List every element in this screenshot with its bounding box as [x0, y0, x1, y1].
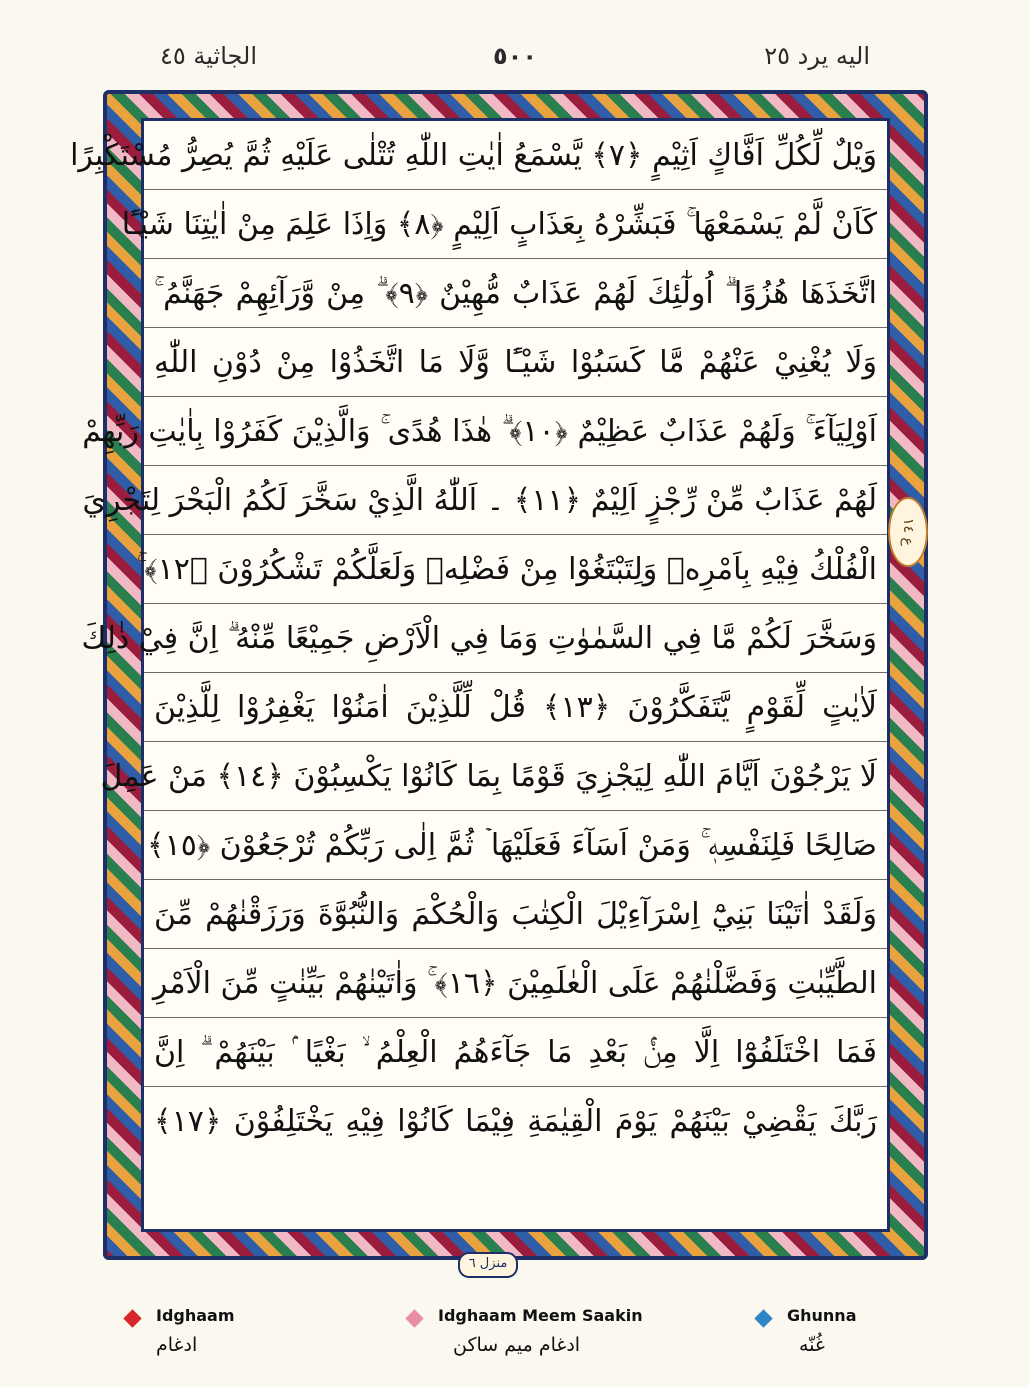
- line-text: لَا يَرْجُوْنَ اَيَّامَ اللّٰهِ لِيَجْزِيَ قَوْمًا بِمَا كَانُوْا يَكْسِبُوْنَ ﴿١٤﴾ مَنْ عَمِلَ: [100, 758, 877, 794]
- legend-label: Idghaam Meem Saakin: [438, 1306, 643, 1325]
- ornamental-border: [70, 90, 928, 1260]
- line-text: وَيْلٌ لِّكُلِّ اَفَّاكٍ اَثِيْمٍ ﴿٧﴾ يَّسْمَعُ اٰيٰتِ اللّٰهِ تُتْلٰى عَلَيْهِ ثُمَّ يُصِرُّ مُسْتَكْبِرًا: [70, 137, 877, 173]
- manzil-badge: منزل ٦: [458, 1252, 518, 1278]
- text-line: [70, 121, 887, 190]
- surah-name-label: الجاثية ٤٥: [160, 42, 257, 70]
- red-diamond-icon: [123, 1309, 141, 1327]
- line-text: الْفُلْكُ فِيْهِ بِاَمْرِهٖ وَلِتَبْتَغُوْا مِنْ فَضْلِهٖ وَلَعَلَّكُمْ تَشْكُرُوْنَ ﴿١٢﴾ ۚ: [136, 551, 877, 587]
- text-line: [100, 742, 887, 811]
- text-line: [144, 1018, 887, 1087]
- text-line: [144, 811, 887, 880]
- line-text: الطَّيِّبٰتِ وَفَضَّلْنٰهُمْ عَلَى الْعٰلَمِيْنَ ﴿١٦﴾ ۚ وَاٰتَيْنٰهُمْ بَيِّنٰتٍ مِّنَ الْاَمْرِ: [152, 965, 877, 1001]
- text-line: [144, 673, 887, 742]
- page-header: [150, 38, 880, 78]
- text-line: [136, 535, 887, 604]
- text-line: [144, 880, 887, 949]
- line-text: اَوْلِيَآءَ ۚ وَلَهُمْ عَذَابٌ عَظِيْمٌ ﴿١٠﴾ ۗ هٰذَا هُدًى ۚ وَالَّذِيْنَ كَفَرُوْا بِاٰيٰتِ رَبِّهِمْ: [82, 413, 877, 449]
- text-line: [81, 604, 887, 673]
- text-line: [121, 190, 887, 259]
- blue-diamond-icon: [754, 1309, 772, 1327]
- line-text: لَهُمْ عَذَابٌ مِّنْ رِّجْزٍ اَلِيْمٌ ﴿١١﴾ ۔ اَللّٰهُ الَّذِيْ سَخَّرَ لَكُمُ الْبَحْرَ لِتَجْرِيَ: [82, 482, 877, 518]
- legend-urdu-label: غُنّه: [799, 1334, 825, 1356]
- legend-urdu-label: ادغام: [156, 1334, 198, 1356]
- line-text: كَاَنْ لَّمْ يَسْمَعْهَا ۚ فَبَشِّرْهُ بِعَذَابٍ اَلِيْمٍ ﴿٨﴾ وَاِذَا عَلِمَ مِنْ اٰيٰتِنَا شَيْـًٔا: [121, 206, 877, 242]
- line-text: وَلَا يُغْنِيْ عَنْهُمْ مَّا كَسَبُوْا شَيْـًٔا وَّلَا مَا اتَّخَذُوْا مِنْ دُوْنِ اللّٰهِ: [154, 344, 877, 380]
- text-line: [82, 466, 887, 535]
- line-text: وَسَخَّرَ لَكُمْ مَّا فِي السَّمٰوٰتِ وَمَا فِي الْاَرْضِ جَمِيْعًا مِّنْهُ ۗ اِنَّ فِيْ ذٰلِكَ: [81, 620, 877, 656]
- juz-label: اليه يرد ٢٥: [764, 42, 870, 70]
- line-text: لَاٰيٰتٍ لِّقَوْمٍ يَّتَفَكَّرُوْنَ ﴿١٣﴾ قُلْ لِّلَّذِيْنَ اٰمَنُوْا يَغْفِرُوْا لِلَّذِيْنَ: [154, 689, 877, 725]
- text-line: [144, 1087, 887, 1156]
- line-text: رَبَّكَ يَقْضِيْ بَيْنَهُمْ يَوْمَ الْقِيٰمَةِ فِيْمَا كَانُوْا فِيْهِ يَخْتَلِفُوْنَ ﴿١٧﴾: [154, 1104, 877, 1139]
- line-text: صَالِحًا فَلِنَفْسِهٖ ۚ وَمَنْ اَسَآءَ فَعَلَيْهَا ۡ ثُمَّ اِلٰى رَبِّكُمْ تُرْجَعُوْنَ ﴿١٥﴾: [147, 827, 877, 863]
- text-line: [144, 949, 887, 1018]
- legend-label: Ghunna: [787, 1306, 857, 1325]
- legend-label: Idghaam: [156, 1306, 235, 1325]
- text-frame: [70, 118, 890, 1232]
- ruku-marker: ع ١٤: [888, 497, 928, 567]
- line-text: فَمَا اخْتَلَفُوْٓا اِلَّا مِنْۢ بَعْدِ مَا جَآءَهُمُ الْعِلْمُ ۙ بَغْيًا ۢ بَيْنَهُمْ ۗ اِنَّ: [154, 1034, 877, 1070]
- line-text: وَلَقَدْ اٰتَيْنَا بَنِيْٓ اِسْرَآءِيْلَ الْكِتٰبَ وَالْحُكْمَ وَالنُّبُوَّةَ وَرَزَقْنٰهُمْ مِّنَ: [154, 896, 877, 932]
- legend-urdu-label: ادغام میم ساکن: [453, 1334, 581, 1356]
- text-line: [144, 259, 887, 328]
- quran-text-panel: [70, 121, 887, 1229]
- text-line: [82, 397, 887, 466]
- page-number: ٥٠٠: [493, 42, 537, 70]
- text-line: [144, 328, 887, 397]
- pink-diamond-icon: [405, 1309, 423, 1327]
- line-text: اتَّخَذَهَا هُزُوًا ۗ اُولٰٓئِكَ لَهُمْ عَذَابٌ مُّهِيْنٌ ﴿٩﴾ ۗ مِنْ وَّرَآئِهِمْ جَهَنَّمُ ۚ: [154, 275, 877, 311]
